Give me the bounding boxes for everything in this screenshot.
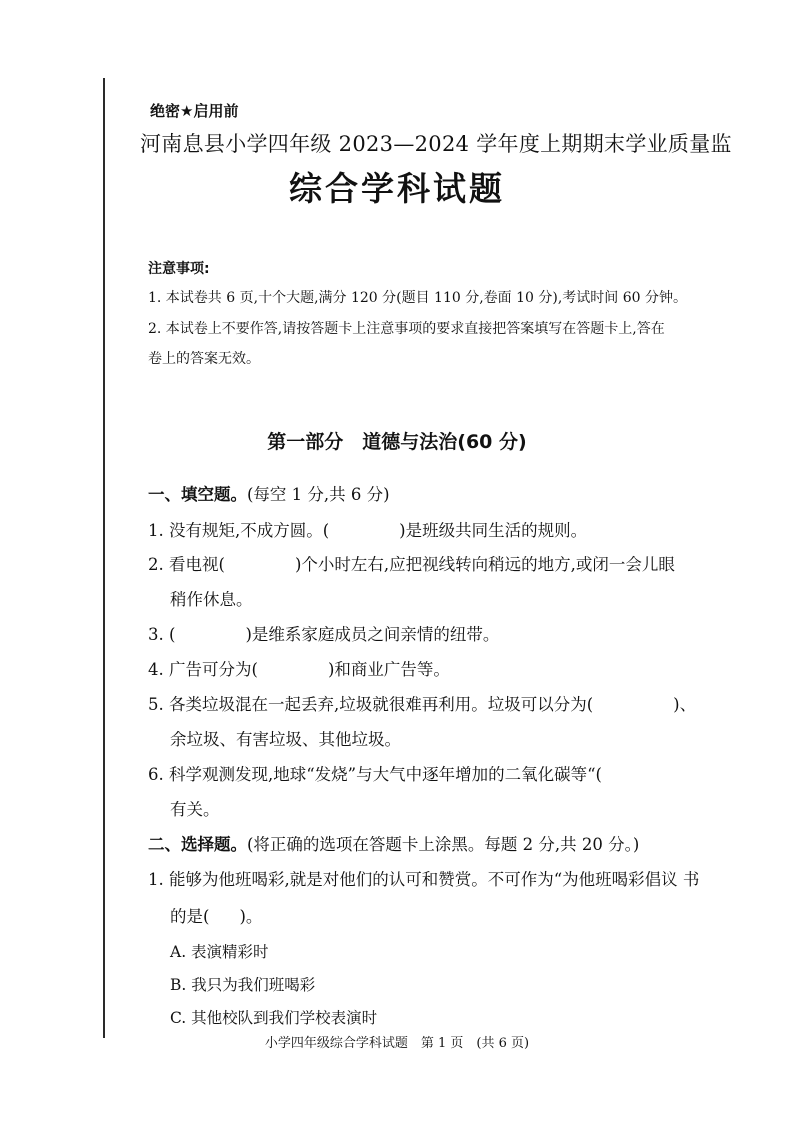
- confidential-label: 绝密★启用前: [150, 102, 239, 120]
- section-note: (每空 1 分,共 6 分): [247, 485, 390, 504]
- question-6-cont: 有关。: [170, 800, 220, 819]
- part-title: 第一部分 道德与法治(60 分): [267, 431, 527, 453]
- exam-title: 综合学科试题: [289, 169, 505, 208]
- question-1: 1. 没有规矩,不成方圆。( )是班级共同生活的规则。: [148, 521, 588, 540]
- question-2: 2. 看电视( )个小时左右,应把视线转向稍远的地方,或闭一会儿眼: [148, 555, 675, 574]
- section-heading: 一、填空题。: [148, 485, 247, 504]
- option-a: A. 表演精彩时: [170, 943, 269, 961]
- mc-question-1-cont: 的是( )。: [170, 907, 263, 926]
- question-5: 5. 各类垃圾混在一起丢弃,垃圾就很难再利用。垃圾可以分为( )、: [148, 695, 697, 714]
- question-3: 3. ( )是维系家庭成员之间亲情的纽带。: [148, 625, 500, 644]
- notice-item-2-cont: 卷上的答案无效。: [148, 351, 260, 367]
- section-heading: 二、选择题。: [148, 835, 247, 854]
- section-fill-blank: [148, 481, 390, 505]
- binding-margin-line: [103, 78, 105, 1038]
- option-b: B. 我只为我们班喝彩: [170, 976, 316, 994]
- question-5-cont: 余垃圾、有害垃圾、其他垃圾。: [170, 730, 401, 749]
- mc-question-1: 1. 能够为他班喝彩,就是对他们的认可和赞赏。不可作为“为他班喝彩倡议 书: [148, 870, 700, 889]
- section-note: (将正确的选项在答题卡上涂黑。每题 2 分,共 20 分。): [247, 835, 640, 854]
- notice-item-2: 2. 本试卷上不要作答,请按答题卡上注意事项的要求直接把答案填写在答题卡上,答在: [148, 321, 665, 337]
- notice-heading: 注意事项:: [148, 261, 210, 277]
- section-multiple-choice: [148, 831, 639, 855]
- option-c: C. 其他校队到我们学校表演时: [170, 1009, 378, 1027]
- question-6: 6. 科学观测发现,地球“发烧”与大气中逐年增加的二氧化碳等“(: [148, 765, 602, 784]
- notice-item-1: 1. 本试卷共 6 页,十个大题,满分 120 分(题目 110 分,卷面 10 分),考试时间 60 分钟。: [148, 290, 688, 306]
- page-footer: 小学四年级综合学科试题 第 1 页 (共 6 页): [264, 1036, 530, 1051]
- question-2-cont: 稍作休息。: [170, 590, 253, 609]
- question-4: 4. 广告可分为( )和商业广告等。: [148, 660, 450, 679]
- exam-title-line1: 河南息县小学四年级 2023—2024 学年度上期期末学业质量监: [140, 132, 732, 156]
